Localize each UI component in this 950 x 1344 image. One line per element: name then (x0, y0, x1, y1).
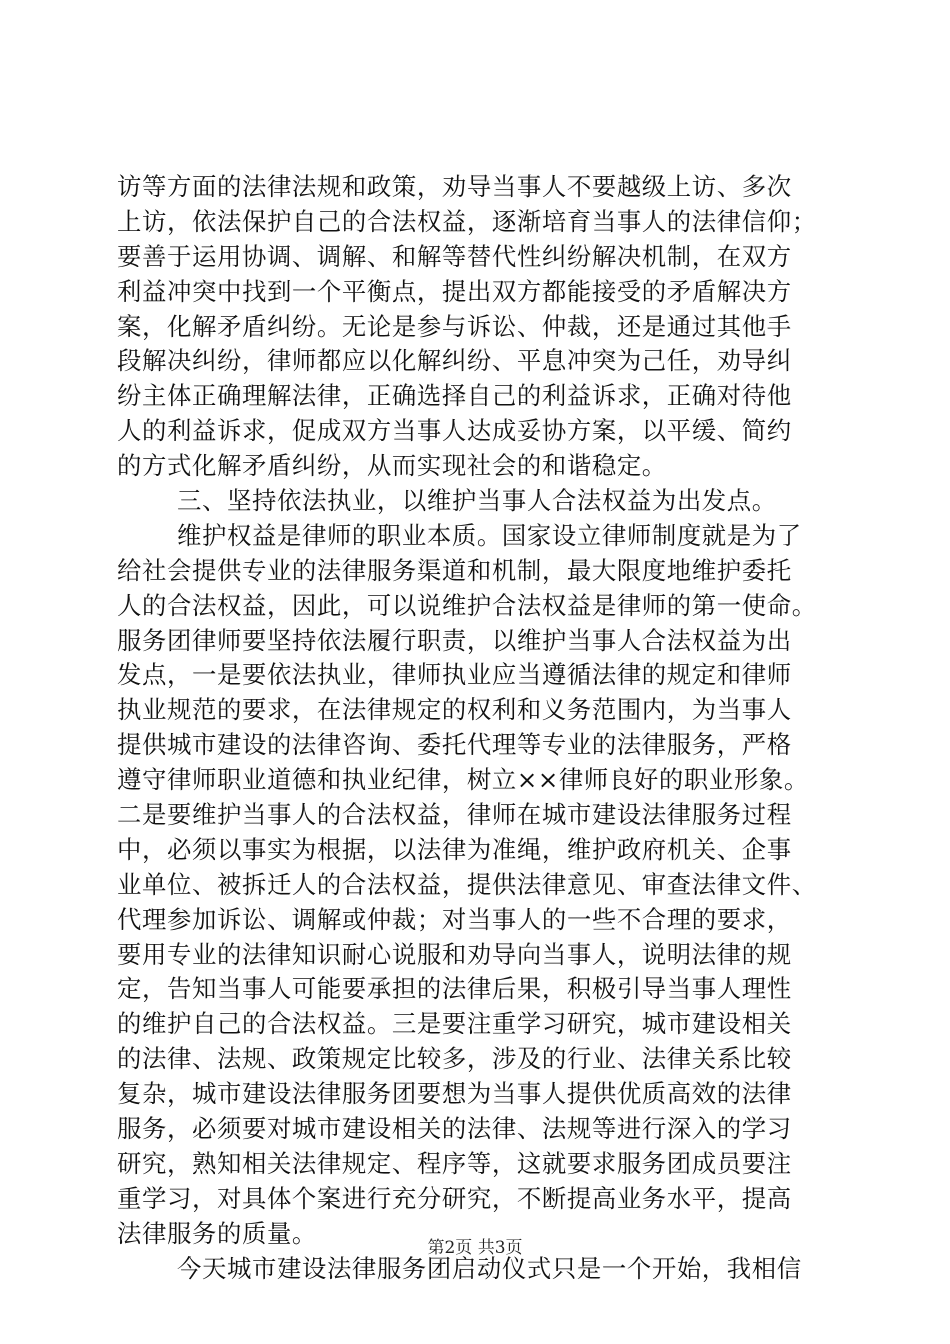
text-line: 的维护自己的合法权益。三是要注重学习研究，城市建设相关 (117, 1009, 792, 1039)
text-line: 利益冲突中找到一个平衡点，提出双方都能接受的矛盾解决方 (117, 276, 792, 306)
document-body (117, 170, 837, 1287)
text-line: 业单位、被拆迁人的合法权益，提供法律意见、审查法律文件、 (117, 869, 817, 899)
text-line: 重学习，对具体个案进行充分研究，不断提高业务水平，提高 (117, 1183, 792, 1213)
text-line: 研究，熟知相关法律规定、程序等，这就要求服务团成员要注 (117, 1148, 792, 1178)
text-line: 人的利益诉求，促成双方当事人达成妥协方案，以平缓、简约 (117, 416, 792, 446)
text-line: 访等方面的法律法规和政策，劝导当事人不要越级上访、多次 (117, 172, 792, 201)
text-line: 中，必须以事实为根据，以法律为准绳，维护政府机关、企事 (117, 834, 792, 864)
text-line: 的方式化解矛盾纠纷，从而实现社会的和谐稳定。 (117, 451, 667, 481)
text-line: 要善于运用协调、调解、和解等替代性纠纷解决机制，在双方 (117, 241, 792, 271)
text-line: 纷主体正确理解法律，正确选择自己的利益诉求，正确对待他 (117, 381, 792, 411)
text-line: 服务，必须要对城市建设相关的法律、法规等进行深入的学习 (117, 1114, 792, 1144)
text-line: 三、坚持依法执业，以维护当事人合法权益为出发点。 (177, 486, 777, 516)
text-line: 遵守律师职业道德和执业纪律，树立××律师良好的职业形象。 (117, 765, 809, 795)
text-line: 发点，一是要依法执业，律师执业应当遵循法律的规定和律师 (117, 660, 792, 690)
text-line: 执业规范的要求，在法律规定的权利和义务范围内，为当事人 (117, 695, 792, 725)
text-line: 要用专业的法律知识耐心说服和劝导向当事人，说明法律的规 (117, 939, 792, 969)
text-line: 上访，依法保护自己的合法权益，逐渐培育当事人的法律信仰； (117, 206, 817, 236)
text-line: 复杂，城市建设法律服务团要想为当事人提供优质高效的法律 (117, 1079, 792, 1109)
text-line: 提供城市建设的法律咨询、委托代理等专业的法律服务，严格 (117, 730, 792, 760)
text-line: 人的合法权益，因此，可以说维护合法权益是律师的第一使命。 (117, 590, 817, 620)
text-line: 法律服务的质量。 (117, 1218, 317, 1248)
text-line: 给社会提供专业的法律服务渠道和机制，最大限度地维护委托 (117, 555, 792, 585)
text-line: 的法律、法规、政策规定比较多，涉及的行业、法律关系比较 (117, 1044, 792, 1074)
text-line: 定，告知当事人可能要承担的法律后果，积极引导当事人理性 (117, 974, 792, 1004)
text-line: 今天城市建设法律服务团启动仪式只是一个开始，我相信 (177, 1253, 802, 1283)
text-line: 服务团律师要坚持依法履行职责，以维护当事人合法权益为出 (117, 625, 792, 655)
text-line: 二是要维护当事人的合法权益，律师在城市建设法律服务过程 (117, 800, 792, 830)
text-line: 段解决纠纷，律师都应以化解纠纷、平息冲突为己任，劝导纠 (117, 346, 792, 376)
text-line: 案，化解矛盾纠纷。无论是参与诉讼、仲裁，还是通过其他手 (117, 311, 792, 341)
text-line: 代理参加诉讼、调解或仲裁；对当事人的一些不合理的要求， (117, 904, 792, 934)
text-line: 维护权益是律师的职业本质。国家设立律师制度就是为了 (177, 520, 802, 550)
page-footer: 第2页 共3页 (427, 1238, 523, 1258)
